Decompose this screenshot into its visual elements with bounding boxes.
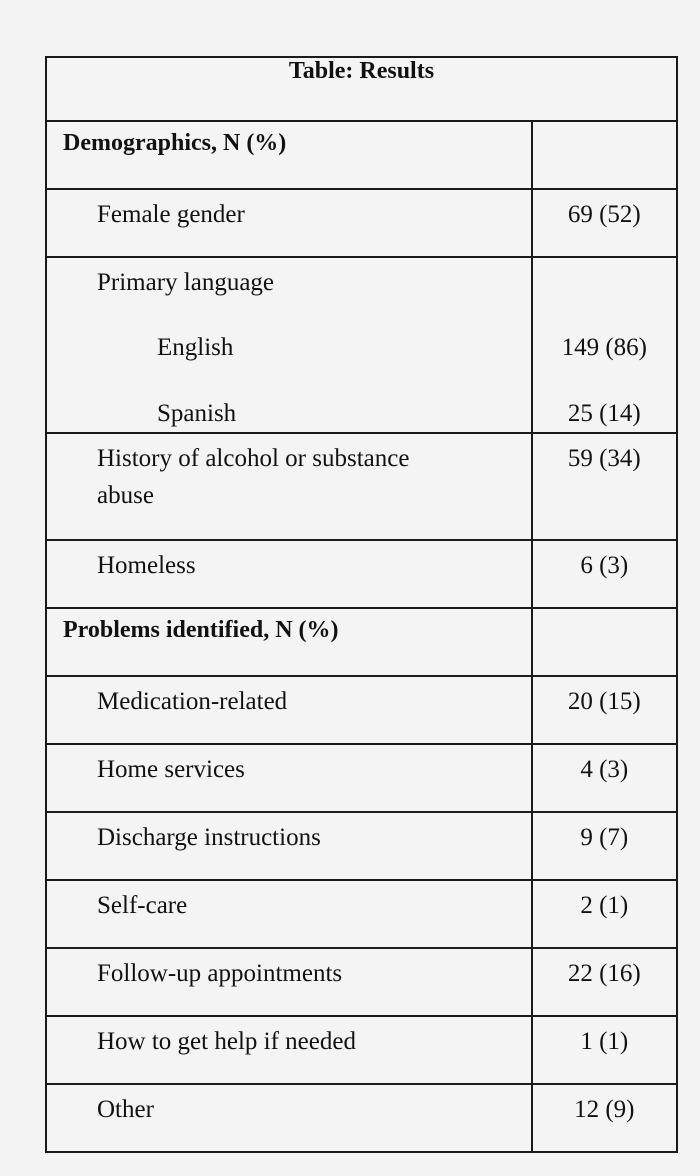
section-header-demographics: Demographics, N (%) (63, 130, 287, 156)
row-value: 9 (7) (580, 824, 629, 851)
row-value-spacer (533, 264, 676, 301)
row-value: 22 (16) (567, 960, 641, 987)
row-label-substance-abuse-line2: abuse (97, 482, 154, 509)
table-title-row (46, 57, 677, 121)
row-label-substance-abuse-line1: History of alcohol or substance (97, 445, 410, 472)
empty-cell (532, 121, 677, 189)
section-header-problems: Problems identified, N (%) (63, 617, 339, 643)
row-value-spanish: 25 (14) (567, 400, 641, 427)
row-label: Home services (97, 756, 245, 783)
row-label: Medication-related (97, 688, 288, 715)
row-value: 4 (3) (580, 756, 629, 783)
table-row (46, 540, 677, 608)
empty-cell (532, 608, 677, 676)
table-title: Table: Results (46, 57, 677, 121)
table-row (46, 1016, 677, 1084)
table-row (46, 744, 677, 812)
row-value: 20 (15) (567, 688, 641, 715)
row-label-english: English (157, 334, 234, 361)
section-header-row (46, 121, 677, 189)
table-row (46, 880, 677, 948)
row-value-substance-abuse: 59 (34) (567, 445, 641, 472)
table-row (46, 433, 677, 540)
row-value-female-gender: 69 (52) (567, 201, 641, 228)
row-label: Other (97, 1096, 154, 1123)
row-value: 12 (9) (574, 1096, 635, 1123)
row-value: 1 (1) (580, 1028, 629, 1055)
row-label: Follow-up appointments (97, 960, 343, 987)
row-label-spanish: Spanish (157, 400, 237, 427)
row-label-primary-language: Primary language (97, 269, 275, 296)
row-label: Discharge instructions (97, 824, 321, 851)
results-table (45, 56, 678, 1153)
row-label: How to get help if needed (97, 1028, 356, 1055)
table-row (46, 676, 677, 744)
section-header-row (46, 608, 677, 676)
row-value-english: 149 (86) (561, 334, 647, 361)
row-label: Self-care (97, 892, 188, 919)
row-value-homeless: 6 (3) (580, 552, 629, 579)
table-row (46, 948, 677, 1016)
row-value: 2 (1) (580, 892, 629, 919)
table-row (46, 812, 677, 880)
table-row (46, 257, 677, 433)
row-label-homeless: Homeless (97, 552, 196, 579)
table-row (46, 1084, 677, 1152)
row-label-female-gender: Female gender (97, 201, 245, 228)
table-row (46, 189, 677, 257)
